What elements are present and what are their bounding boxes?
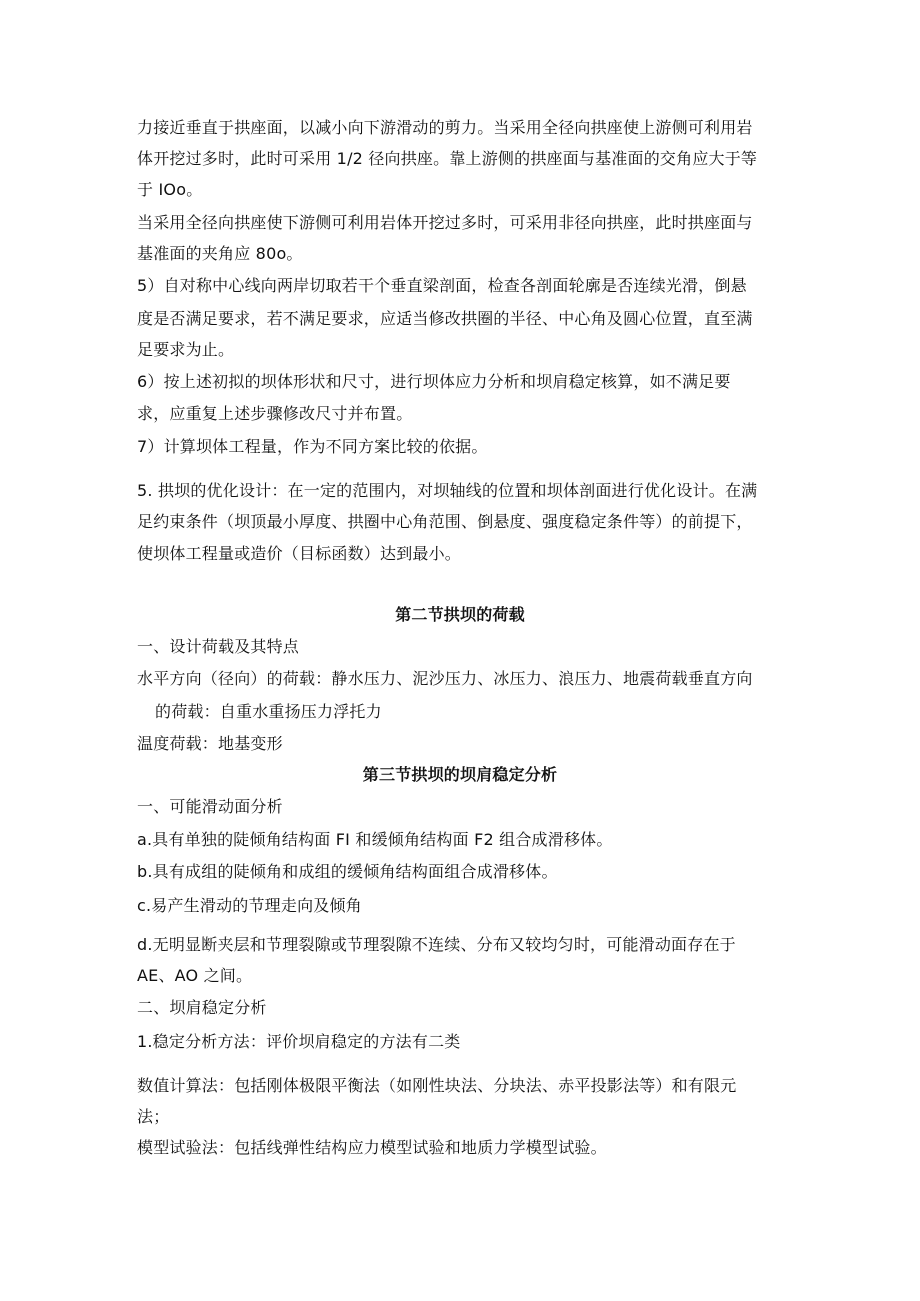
paragraph-line: 当采用全径向拱座使下游侧可利用岩体开挖过多时，可采用非径向拱座，此时拱座面与 (137, 213, 753, 232)
paragraph-line: 法； (137, 1107, 170, 1126)
paragraph-line: 数值计算法：包括刚体极限平衡法（如刚性块法、分块法、赤平投影法等）和有限元 (137, 1076, 737, 1095)
paragraph-line: 水平方向（径向）的荷载：静水压力、泥沙压力、冰压力、浪压力、地震荷载垂直方向 (137, 669, 753, 688)
paragraph-line: 的荷载：自重水重扬压力浮托力 (155, 702, 382, 721)
paragraph-line: 体开挖过多时，此时可采用 1/2 径向拱座。靠上游侧的拱座面与基准面的交角应大于等 (137, 149, 758, 168)
paragraph-line: 于 IOo。 (137, 180, 203, 199)
paragraph-line: 1.稳定分析方法：评价坝肩稳定的方法有二类 (137, 1032, 461, 1051)
subheading: 一、可能滑动面分析 (137, 797, 283, 816)
subheading: 一、设计荷载及其特点 (137, 637, 300, 656)
paragraph-line: 模型试验法：包括线弹性结构应力模型试验和地质力学模型试验。 (137, 1138, 607, 1157)
list-item-line: 求，应重复上述步骤修改尺寸并布置。 (137, 404, 413, 423)
list-item-line: 5）自对称中心线向两岸切取若干个垂直梁剖面，检查各剖面轮廓是否连续光滑，倒悬 (137, 276, 747, 295)
subheading: 二、坝肩稳定分析 (137, 998, 267, 1017)
paragraph-line: 力接近垂直于拱座面，以减小向下游滑动的剪力。当采用全径向拱座使上游侧可利用岩 (137, 118, 753, 137)
list-item-line: 足要求为止。 (137, 340, 235, 359)
list-item-line: c.易产生滑动的节理走向及倾角 (137, 896, 362, 915)
list-item-line: a.具有单独的陡倾角结构面 FI 和缓倾角结构面 F2 组合成滑移体。 (137, 830, 613, 849)
section-heading: 第三节拱坝的坝肩稳定分析 (362, 765, 558, 784)
list-item-line: b.具有成组的陡倾角和成组的缓倾角结构面组合成滑移体。 (137, 862, 558, 881)
list-item-line: 6）按上述初拟的坝体形状和尺寸，进行坝体应力分析和坝肩稳定核算，如不满足要 (137, 372, 731, 391)
paragraph-line: 基准面的夹角应 80o。 (137, 244, 303, 263)
paragraph-line: 温度荷载：地基变形 (137, 734, 283, 753)
paragraph-line: 足约束条件（坝顶最小厚度、拱圈中心角范围、倒悬度、强度稳定条件等）的前提下， (137, 512, 753, 531)
list-item-line: 度是否满足要求，若不满足要求，应适当修改拱圈的半径、中心角及圆心位置，直至满 (137, 309, 753, 328)
paragraph-line: 使坝体工程量或造价（目标函数）达到最小。 (137, 544, 462, 563)
list-item-line: AE、AO 之间。 (137, 966, 253, 985)
list-item-line: d.无明显断夹层和节理裂隙或节理裂隙不连续、分布又较均匀时，可能滑动面存在于 (137, 935, 736, 954)
paragraph-line: 5. 拱坝的优化设计：在一定的范围内，对坝轴线的位置和坝体剖面进行优化设计。在满 (137, 481, 758, 500)
section-heading: 第二节拱坝的荷载 (395, 605, 525, 624)
list-item-line: 7）计算坝体工程量，作为不同方案比较的依据。 (137, 437, 488, 456)
